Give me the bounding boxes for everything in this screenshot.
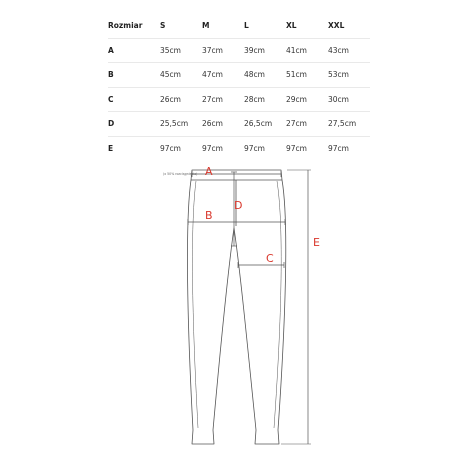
left-cuff [192, 430, 214, 444]
left-side-stripe [192, 181, 198, 428]
table-cell: 27cm [286, 112, 328, 137]
row-label-c: C [108, 87, 160, 112]
row-label-d: D [108, 112, 160, 137]
table-cell: 48cm [244, 63, 286, 88]
inner-seams [213, 228, 256, 430]
row-label-b: B [108, 63, 160, 88]
header-size-m: M [202, 14, 244, 38]
table-cell: 26cm [202, 112, 244, 137]
header-size-l: L [244, 14, 286, 38]
table-cell: 53cm [328, 63, 370, 88]
header-rozmiar: Rozmiar [108, 14, 160, 38]
row-label-a: A [108, 38, 160, 63]
table-cell: 47cm [202, 63, 244, 88]
table-cell: 43cm [328, 38, 370, 63]
table-cell: 30cm [328, 87, 370, 112]
table-cell: 39cm [244, 38, 286, 63]
table-cell: 97cm [328, 143, 349, 153]
table-cell: 97cm [286, 143, 307, 153]
table-cell: 28cm [244, 87, 286, 112]
table-cell: 41cm [286, 38, 328, 63]
table-cell: 27,5cm [328, 112, 370, 137]
label-d: D [234, 199, 243, 212]
table-cell: 97cm [244, 143, 265, 153]
header-size-xl: XL [286, 14, 328, 38]
table-cell: 35cm [160, 38, 202, 63]
header-size-s: S [160, 14, 202, 38]
stretch-note: (x 50% rozciągnięcia) [163, 172, 198, 176]
table-cell: 45cm [160, 63, 202, 88]
table-cell: 51cm [286, 63, 328, 88]
table-cell: 97cm [160, 143, 181, 153]
table-cell: 27cm [202, 87, 244, 112]
label-e: E [313, 236, 320, 249]
table-cell: 37cm [202, 38, 244, 63]
label-b: B [205, 209, 213, 222]
header-size-xxl: XXL [328, 14, 370, 38]
row-label-e: E [108, 143, 114, 153]
table-cell: 26cm [160, 87, 202, 112]
table-cell: 97cm [202, 143, 223, 153]
table-cell: 29cm [286, 87, 328, 112]
table-cell: 26,5cm [244, 112, 286, 137]
right-outer-seam [278, 180, 286, 430]
right-cuff [255, 430, 279, 444]
label-a: A [205, 165, 213, 178]
right-side-stripe [274, 181, 281, 428]
label-c: C [266, 252, 274, 265]
left-outer-seam [187, 180, 193, 430]
table-cell: 25,5cm [160, 112, 202, 137]
